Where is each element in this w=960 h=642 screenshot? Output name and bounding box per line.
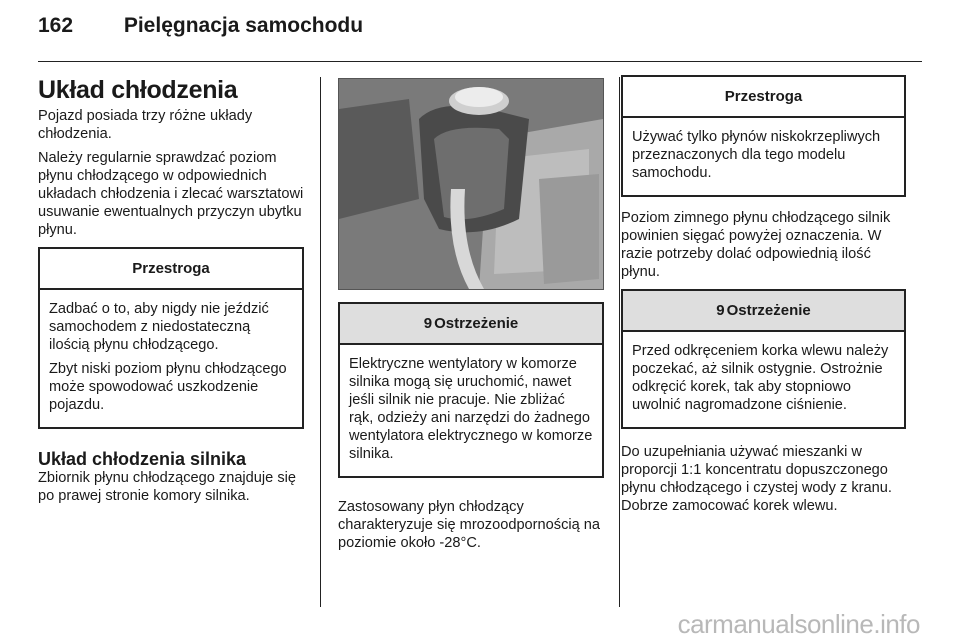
warning-header xyxy=(340,304,602,345)
warning-box-2 xyxy=(621,289,906,429)
level-paragraph: Poziom zimnego płynu chłodzącego silnik powinien sięgać powyżej oznaczenia. W razie potrzeby dolać odpowiednią ilość płynu. xyxy=(621,210,891,280)
watermark: carmanualsonline.info xyxy=(677,609,920,639)
caution-text-2: Zbyt niski poziom płynu chłodzącego może spowodować uszkodzenie pojazdu. xyxy=(49,361,287,413)
intro-paragraph: Pojazd posiada trzy różne układy chłodzenia. xyxy=(38,108,253,142)
caution-title: Przestroga xyxy=(40,249,302,290)
page-header xyxy=(38,14,363,38)
caution-box-2 xyxy=(621,75,906,197)
caution-box xyxy=(38,247,304,429)
column-3 xyxy=(621,75,906,521)
caution-text-1: Zadbać o to, aby nigdy nie jeździć samochodem z niedostateczną ilością płynu chłodzącego. xyxy=(49,301,269,353)
engine-photo xyxy=(338,78,604,290)
warning-text: Elektryczne wentylatory w komorze silnika mogą się uruchomić, nawet jeśli silnik nie pracuje. Nie zbliżać rąk, odzieży ani narzędzi do żadnego wentylatora elektrycznego w komorze silnika. xyxy=(349,356,593,462)
warning-box xyxy=(338,302,604,478)
warning-title-2: Ostrzeżenie xyxy=(726,302,811,319)
caution-text-3: Używać tylko płynów niskokrzepliwych przeznaczonych dla tego modelu samochodu. xyxy=(632,129,881,181)
reservoir-paragraph: Zbiornik płynu chłodzącego znajduje się po prawej stronie komory silnika. xyxy=(38,470,296,504)
column-2 xyxy=(338,78,604,558)
warning-title: Ostrzeżenie xyxy=(434,315,519,332)
warning-icon-2: 9 xyxy=(716,302,725,319)
column-divider-2 xyxy=(619,77,620,607)
section-title: Układ chłodzenia xyxy=(38,76,238,104)
coolant-reservoir-illustration xyxy=(339,79,603,289)
warning-icon: 9 xyxy=(423,315,433,332)
warning-header-2 xyxy=(623,291,904,332)
caution-body-2 xyxy=(623,118,904,195)
subsection-title: Układ chłodzenia silnika xyxy=(38,449,247,469)
header-rule xyxy=(38,61,922,62)
caution-title-2: Przestroga xyxy=(623,77,904,118)
caution-body xyxy=(40,290,302,427)
antifreeze-paragraph: Zastosowany płyn chłodzący charakteryzuje się mrozoodpornością na poziomie około -28°C. xyxy=(338,499,601,551)
warning-body xyxy=(340,345,602,476)
mixture-paragraph: Do uzupełniania używać mieszanki w proporcji 1:1 koncentratu dopuszczonego płynu chłodzącego i czystej wody z kranu. Dobrze zamocować korek wlewu. xyxy=(621,444,892,514)
warning-body-2 xyxy=(623,332,904,427)
warning-text-2: Przed odkręceniem korka wlewu należy poczekać, aż silnik ostygnie. Ostrożnie odkręcić korek, tak aby stopniowo uwolnić nagromadzone ciśnienie. xyxy=(632,343,889,413)
chapter-title: Pielęgnacja samochodu xyxy=(123,14,364,37)
page-number: 162 xyxy=(38,14,74,37)
column-divider-1 xyxy=(320,77,321,607)
check-paragraph: Należy regularnie sprawdzać poziom płynu chłodzącego w odpowiednich układach chłodzenia i zlecać warsztatowi usuwanie ewentualnych przyczyn ubytku płynu. xyxy=(38,150,304,238)
column-1 xyxy=(38,75,304,511)
